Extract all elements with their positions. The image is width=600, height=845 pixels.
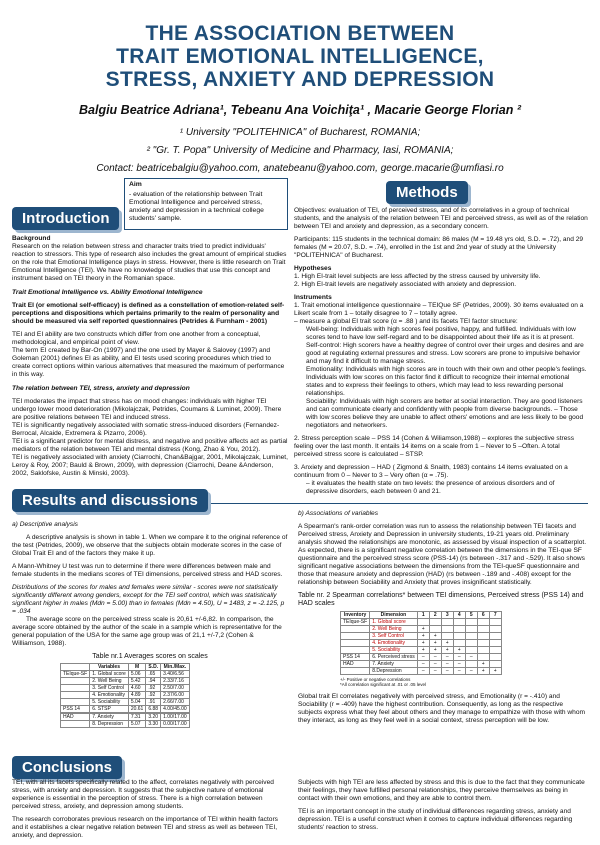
table-cell <box>61 699 90 706</box>
facet-sociability: Sociability: Individuals with high scorers are better at social interaction. They are good listeners and can communicate clearly and confidently with people from diverse backgrounds. – Those with low scores believe they are unable to affect others' emotions and are less likely to be good negotiators and networkers. <box>306 398 584 429</box>
table-cell: 3.20 <box>146 714 161 721</box>
intro-paragraph-3: The term EI created by Bar-On (1997) and the one used by Mayer & Salovey (1997) and Goleman (2001) defines EI as ability, and EI tests used scoring procedures which tried to create correct options within various alternatives that measured the maximum of performance in this way. <box>12 347 285 378</box>
table-cell <box>453 619 465 626</box>
table-cell: – <box>453 661 465 668</box>
table-cell: 6. STSP <box>90 706 129 713</box>
table-cell <box>465 626 477 633</box>
table-cell: 2. Well Being <box>370 626 418 633</box>
results-right-body <box>298 510 588 730</box>
table-cell <box>61 685 90 692</box>
table-cell: – <box>441 668 453 675</box>
t1-header-cell: S.D. <box>146 664 161 671</box>
table-cell <box>465 619 477 626</box>
table-cell: .65 <box>146 671 161 678</box>
table-cell: 4. Emotionality <box>370 640 418 647</box>
table-1 <box>60 663 190 728</box>
table-cell <box>441 626 453 633</box>
table-cell <box>477 626 489 633</box>
table-row <box>341 647 502 654</box>
table-cell <box>417 619 429 626</box>
table-cell: 5.07 <box>128 721 146 728</box>
table-cell: 5.42 <box>128 678 146 685</box>
table-cell <box>489 654 501 661</box>
table-cell: HAD <box>61 714 90 721</box>
table-cell <box>477 633 489 640</box>
table-cell <box>441 619 453 626</box>
table-cell <box>489 647 501 654</box>
poster-title <box>0 22 600 91</box>
table-cell: 1. Global score <box>90 671 129 678</box>
instrument-1: 1. Trait emotional intelligence questionnaire – TEIQue SF (Petrides, 2009). 30 items evaluated on a Likert scale from 1 – totally disagree to 7 – totally agree. <box>294 302 584 317</box>
table-cell: .94 <box>146 678 161 685</box>
table-2 <box>340 611 502 675</box>
table-2-note-1: +/- Positive or negative correlations <box>340 677 411 682</box>
table-cell: 3. Self Control <box>370 633 418 640</box>
t2-header-cell: Inventory <box>341 612 370 619</box>
table-cell: 3.30 <box>146 721 161 728</box>
table-cell: 2.33/7.16 <box>161 678 190 685</box>
t2-header-cell: 6 <box>477 612 489 619</box>
intro-paragraph-1: Trait EI (or emotional self-efficacy) is defined as a constellation of emotion-related self-perceptions and dispositions which pertains primarily to the realm of personality and should be measured via self reported questionnaires (Petrides & Furnham - 2001) <box>12 302 285 325</box>
table-cell: – <box>465 654 477 661</box>
table-cell: + <box>417 626 429 633</box>
table-cell: 5. Sociability <box>90 699 129 706</box>
table-cell: 2.37/6.00 <box>161 692 190 699</box>
contact-emails: Contact: beatricebalgiu@yahoo.com, anatebeanu@yahoo.com, george.macarie@umfiasi.ro <box>96 163 504 174</box>
table-row <box>341 668 502 675</box>
table-cell <box>489 661 501 668</box>
t2-header-cell: 3 <box>441 612 453 619</box>
t1-header-cell: Min./Max. <box>161 664 190 671</box>
table-cell: 6. Perceived stress <box>370 654 418 661</box>
methods-objectives: Objectives: evaluation of TEI, of perceived stress, and of its correlatives in a group of technical students, and the analysis of the relation between TEI and perceived stress, as well as of the relation between TEI and anxiety and depression, as a secondary concern. <box>294 207 588 230</box>
table-row <box>341 633 502 640</box>
table-cell <box>489 640 501 647</box>
table-row <box>341 640 502 647</box>
instruments-heading: Instruments <box>294 294 332 301</box>
table-cell: 2.50/7.00 <box>161 685 190 692</box>
table-cell: – <box>429 668 441 675</box>
title-line-1: THE ASSOCIATION BETWEEN <box>145 22 455 45</box>
table-cell: 4.60 <box>128 685 146 692</box>
table-cell: + <box>417 647 429 654</box>
table-cell <box>341 640 370 647</box>
affiliation-1: ¹ University "POLITEHNICA" of Bucharest, ROMANIA; <box>179 127 421 138</box>
intro-paragraph-5: TEI is significantly negatively associated with somatic stress-induced disorders (Fernandez-Berrocal, Alcaide, Extremera & Pizarro, 2006). <box>12 422 280 437</box>
table-cell <box>429 626 441 633</box>
associations-paragraph-1: A Spearman's rank-order correlation was run to assess the relationship between TEI facets and Perceived stress, Anxiety and Depression in university students, 19-21 years old. Preliminary analysis showed the relationships are monotonic, as assessed by visual inspection of a scatterplot. <box>298 523 587 546</box>
table-cell: 4. Emotionality <box>90 692 129 699</box>
table-cell <box>453 633 465 640</box>
t1-header-cell: Variables <box>90 664 129 671</box>
affiliation-2: ² "Gr. T. Popa" University of Medicine and Pharmacy, Iasi, ROMANIA; <box>146 145 454 156</box>
table-cell: + <box>453 647 465 654</box>
methods-participants: Participants: 115 students in the technical domain: 86 males (M = 19.48 yrs old, S.D. = .72), and 29 females (M = 20.07, S.D. = .74), enrolled in the 1st and 2nd year of study at the University "POLITEHNICA" of Bucharest. <box>294 236 584 259</box>
associations-heading: b) Associations of variables <box>298 510 379 517</box>
conclusion-paragraph-2: The research corroborates previous research on the importance of TEI within health factors and it establishes a clear negative relation between TEI and stress as well as between TEI, anxiety, and depression. <box>12 816 278 839</box>
table-cell <box>453 640 465 647</box>
table-cell <box>465 640 477 647</box>
intro-paragraph-4: TEI moderates the impact that stress has on mood changes: individuals with higher TEI undergo lower mood deterioration (Mikolajczak, Petrides, Coumans & Luminet, 2009). There are positive relations between TEI and induced stress. <box>12 398 282 421</box>
descriptive-heading: a) Descriptive analysis <box>12 521 78 528</box>
table-cell <box>61 678 90 685</box>
table-cell <box>61 721 90 728</box>
hypothesis-1: 1. High EI-trait level subjects are less affected by the stress caused by university life. <box>294 273 541 280</box>
associations-paragraph-3: Global trait EI correlates negatively with perceived stress, and Emotionality (r = -.410) and Sociability (r = -409) have the highest contribution. Consequently, as long as the respective subjects express what they feel about others and they manage to empathize with those with whom they interact, as long as they feel well in a social context, stress perception will be low. <box>298 693 585 724</box>
t2-header-cell: Dimension <box>370 612 418 619</box>
conclusions-right <box>298 779 588 837</box>
intro-paragraph-6: TEI is a significant predictor for mental distress, and negative and positive affects act as partial mediators of the relation between TEI and mental distress (Kong, Zhao & You, 2012). <box>12 438 288 453</box>
t2-header-cell: 5 <box>465 612 477 619</box>
table-cell: + <box>489 668 501 675</box>
table-cell: 5.04 <box>128 699 146 706</box>
t1-header-cell: M <box>128 664 146 671</box>
table-cell: TEIque-SF <box>341 619 370 626</box>
table-cell: 1.00/17.00 <box>161 714 190 721</box>
table-cell: PSS 14 <box>61 706 90 713</box>
table-cell: – <box>429 654 441 661</box>
table-row <box>61 678 190 685</box>
instrument-3-detail: – it evaluates the health state on two levels: the presence of anxious disorders and of depressive disorders, each between 0 and 21. <box>306 480 555 495</box>
table-cell: 1. Global score <box>370 619 418 626</box>
table-cell: 5.06 <box>128 671 146 678</box>
table-cell: 8.Depression <box>370 668 418 675</box>
aim-box <box>124 178 288 230</box>
conclusions-heading: Conclusions <box>12 756 122 779</box>
table-2-caption: Table nr. 2 Spearman correlations* between TEI dimensions, Perceived stress (PSS 14) and HAD scales <box>298 592 584 607</box>
t2-header-cell: 2 <box>429 612 441 619</box>
table-cell: 7. Anxiety <box>90 714 129 721</box>
table-cell: – <box>429 661 441 668</box>
background-text: Research on the relation between stress and character traits tried to predict individuals' reaction to stressors. This type of research also includes the great amount of empirical studies on the role that Emotional Intelligence plays in stress. However, there is little research on Trait Emotional Intelligence (TEI). We have no knowledge of studies that use this concept and instrument based on TEI theory in the Romanian space. <box>12 243 287 282</box>
instrument-3: 3. Anxiety and depression – HAD ( Zigmond & Snaith, 1983) contains 14 items evaluated on a continuum from 0 – Never to 3 – Very often (α = .75). <box>294 464 568 479</box>
table-cell: + <box>429 640 441 647</box>
table-cell: 7.31 <box>128 714 146 721</box>
table-cell <box>489 633 501 640</box>
t2-header-cell: 1 <box>417 612 429 619</box>
conclusion-paragraph-1: TEI, with all its facets specifically related to the affect, correlates negatively with perceived stress, with anxiety and depression. It suggests that the subjective nature of emotional experience is essential in the perception of stress. There is a high correlation between perceived stress, anxiety, and depression among students. <box>12 779 274 810</box>
table-cell: + <box>441 647 453 654</box>
table-row <box>61 706 190 713</box>
table-cell: .92 <box>146 685 161 692</box>
background-heading: Background <box>12 235 51 242</box>
t2-header-cell: 7 <box>489 612 501 619</box>
table-cell <box>61 692 90 699</box>
table-row <box>61 699 190 706</box>
intro-subheading-1: Trait Emotional Intelligence vs. Ability Emotional Intelligence <box>12 289 203 296</box>
table-row <box>61 692 190 699</box>
conclusion-paragraph-4: TEI is an important concept in the study of individual differences regarding stress, anxiety and depression. TEI is a useful construct when it comes to capture individual differences regarding students' reaction to stress. <box>298 808 573 831</box>
table-cell: – <box>417 668 429 675</box>
table-cell: TEIque-SF <box>61 671 90 678</box>
table-cell: + <box>429 633 441 640</box>
table-row <box>341 654 502 661</box>
table-row <box>341 619 502 626</box>
results-heading: Results and discussions <box>12 489 208 512</box>
methods-heading: Methods <box>386 181 468 204</box>
table-cell: HAD <box>341 661 370 668</box>
table-cell: .92 <box>146 692 161 699</box>
table-cell: – <box>417 661 429 668</box>
table-cell: – <box>417 654 429 661</box>
table-cell <box>465 633 477 640</box>
table-row <box>341 626 502 633</box>
table-cell: + <box>417 640 429 647</box>
table-cell: – <box>465 668 477 675</box>
intro-paragraph-2: TEI and EI ability are two constructs which differ from one another from a conceptual, methodological, and empirical point of view. <box>12 331 261 346</box>
table-row <box>61 721 190 728</box>
t2-header-cell: 4 <box>453 612 465 619</box>
table-cell: 20.61 <box>128 706 146 713</box>
table-cell <box>477 640 489 647</box>
table-cell <box>429 619 441 626</box>
table-cell <box>489 619 501 626</box>
table-row <box>341 661 502 668</box>
methods-body <box>294 207 588 496</box>
table-cell <box>341 633 370 640</box>
table-cell <box>441 633 453 640</box>
hypotheses-heading: Hypotheses <box>294 265 332 272</box>
table-cell: + <box>477 661 489 668</box>
title-line-3: STRESS, ANXIETY AND DEPRESSION <box>105 68 495 91</box>
instrument-2: 2. Stress perception scale – PSS 14 (Cohen & Wiliamson,1988) – explores the subjective stress feeling over the last month. It entails 14 items on a scale from 1 – Never to 5 –Often. A total perceived stress score is calculated – STSP. <box>294 435 575 458</box>
associations-paragraph-2: As expected, there is a significant negative correlation between the dimensions in the TEI-que SF questionnaire and the perceived stress score (PSS-14) (rs between -.317 and -.529). It also shows significant negative associations between the dimensions from the TEI-queSF questionnaire and those that measure anxiety and depression (HAD) (rs between -.189 and -.408) except for the relationship between Sociability and Anxiety that proves insignificant statistically. <box>298 547 585 586</box>
hypothesis-2: 2. High EI-trait levels are negatively associated with anxiety and depression. <box>294 281 517 288</box>
table-cell <box>341 626 370 633</box>
table-cell <box>341 668 370 675</box>
table-cell <box>477 647 489 654</box>
table-cell <box>489 626 501 633</box>
descriptive-paragraph-2: A Mann-Whitney U test was run to determine if there were differences between male and female students in the medians scores of TEI dimensions, perceived stress and HAD scores. <box>12 563 283 578</box>
facet-wellbeing: Well-being: Individuals with high scores feel positive, happy, and fulfilled. Individuals with low scores tend to have low self-regard and to be disappointed about their life as it is at present. <box>306 326 576 341</box>
table-cell: – <box>441 661 453 668</box>
table-1-caption: Table nr.1 Averages scores on scales <box>92 653 208 660</box>
authors: Balgiu Beatrice Adriana¹, Tebeanu Ana Voichiţa¹ , Macarie George Florian ² <box>79 103 521 117</box>
table-row <box>61 671 190 678</box>
table-cell: + <box>417 633 429 640</box>
results-left-body <box>12 521 288 728</box>
descriptive-paragraph-3: Distributions of the scores for males and females were similar - scores were not statistically significantly different among genders, except for the TEI self control, which was statistically significant higher in males (Mdn = 5.00) than in females (Mdn = 4.50), U = 1483, z = -2.125, p = .034 <box>12 584 285 615</box>
instrument-1-facets: – measure a global EI trait score (α = .88 ) and its facets TEI factor structure: <box>294 318 518 325</box>
table-cell: 7. Anxiety <box>370 661 418 668</box>
table-cell: 6.88 <box>146 706 161 713</box>
table-cell: 4.00/45.00 <box>161 706 190 713</box>
descriptive-paragraph-4: The average score on the perceived stress scale is 20,61 +/-6,82. In comparison, the average score obtained by the author of the scale in a sample which is representative for the general population of the USA for the same age group was of 21,1 +/-7,2 (Cohen & Williamson, 1988). <box>12 616 282 647</box>
table-cell: 2.66/7.00 <box>161 699 190 706</box>
intro-paragraph-7: TEI is negatively associated with anxiety (Ciarrochi, Chan&Bajgar, 2001, Mikolajczak, Luminet, Leroy & Roy, 2007; Bauld & Brown, 2009), with depression (Ciarrochi, Deane &Anderson, 2002, Saklofske, Austin & Minski, 2003). <box>12 454 288 477</box>
table-cell <box>453 626 465 633</box>
facet-selfcontrol: Self-control: High scorers have a healthy degree of control over their urges and desires and are good at regulating external pressures and stress. Low scorers are prone to impulsive behavior and may find it difficult to manage stress. <box>306 342 584 365</box>
table-cell <box>477 619 489 626</box>
table-2-note-2: *All correlation significant at .01 or .05 level <box>340 682 427 687</box>
table-cell: 8. Depression <box>90 721 129 728</box>
aim-text: - evaluation of the relationship between Trait Emotional Intelligence and perceived stress, anxiety and depression in a technical college students' sample. <box>129 191 264 222</box>
table-cell: 5. Sociability <box>370 647 418 654</box>
table-cell: – <box>453 654 465 661</box>
table-row <box>61 714 190 721</box>
table-cell: – <box>441 654 453 661</box>
table-cell: + <box>441 640 453 647</box>
conclusions-left <box>12 779 288 845</box>
aim-title: Aim <box>129 181 142 188</box>
table-row <box>61 685 190 692</box>
table-cell: 3.40/6.56 <box>161 671 190 678</box>
table-cell: + <box>429 647 441 654</box>
table-cell: PSS 14 <box>341 654 370 661</box>
table-cell: 3. Self Control <box>90 685 129 692</box>
table-cell: 4.89 <box>128 692 146 699</box>
conclusion-paragraph-3: Subjects with high TEI are less affected by stress and this is due to the fact that they communicate their feelings, they have fulfilled personal relationships, they perceive themselves as being in contact with their own emotions, and they are able to control them. <box>298 779 585 802</box>
introduction-heading: Introduction <box>12 207 119 230</box>
descriptive-paragraph-1: A descriptive analysis is shown in table 1. When we compare it to the original reference of the test (Petrides, 2009), we observe that the subjects obtain moderate scores in the case of Global Trait EI and of the factors they make it up. <box>12 534 288 557</box>
table-cell <box>341 647 370 654</box>
intro-subheading-2: The relation between TEI, stress, anxiety and depression <box>12 385 190 392</box>
introduction-body <box>12 235 288 483</box>
table-cell <box>465 661 477 668</box>
table-cell <box>465 647 477 654</box>
table-cell: 2. Well Being <box>90 678 129 685</box>
table-cell: + <box>477 668 489 675</box>
t1-header-cell <box>61 664 90 671</box>
title-line-2: TRAIT EMOTIONAL INTELLIGENCE, <box>116 45 484 68</box>
table-cell: 0.00/17.00 <box>161 721 190 728</box>
table-cell: .91 <box>146 699 161 706</box>
facet-emotionality: Emotionality: Individuals with high scores are in touch with their own and other people's feelings. Individuals with low scores on this factor find it difficult to recognize their internal emotional states and to express their feelings to others, which may lead to less rewarding personal relationships. <box>306 366 587 397</box>
table-cell: – <box>453 668 465 675</box>
table-cell <box>477 654 489 661</box>
